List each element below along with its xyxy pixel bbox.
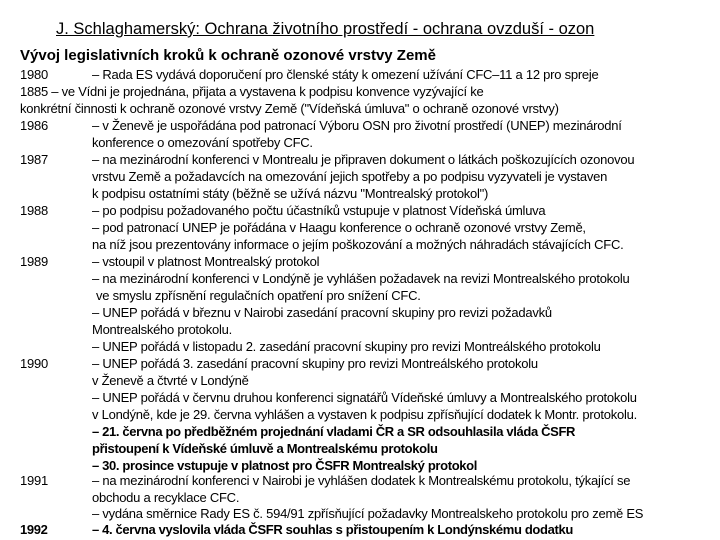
timeline-year: 1990 [20,356,48,371]
timeline-text: vrstvu Země a požadavcích na omezování jejich spotřeby a po podpisu vyzyvateli je vystaven [92,169,608,184]
timeline-year: 1988 [20,203,48,218]
timeline-text: – UNEP pořádá v březnu v Nairobi zasedání pracovní skupiny pro revizi požadavků [92,305,552,320]
timeline-text: obchodu a recyklace CFC. [92,490,240,505]
timeline-year: 1992 [20,522,48,537]
timeline-text: Montrealského protokolu. [92,322,232,337]
timeline-text: v Londýně, kde je 29. června vyhlášen a vystaven k podpisu zpřísňující dodatek k Montr. protokolu. [92,407,637,422]
timeline-text: 1885 – ve Vídni je projednána, přijata a vystavena k podpisu konvence vyzývající ke [20,84,484,99]
timeline-text: – 30. prosince vstupuje v platnost pro ČSFR Montrealský protokol [92,458,478,473]
timeline-text: – UNEP pořádá v listopadu 2. zasedání pracovní skupiny pro revizi Montreálského protokolu [92,339,601,354]
timeline-text: – UNEP pořádá 3. zasedání pracovní skupiny pro revizi Montreálského protokolu [92,356,538,371]
timeline-text: – vydána směrnice Rady ES č. 594/91 zpřísňující požadavky Montrealskeho protokolu pro země ES [92,506,644,521]
timeline-text: – v Ženevě je uspořádána pod patronací Výboru OSN pro životní prostředí (UNEP) mezinárodní [92,118,622,133]
timeline-text: konference o omezování spotřeby CFC. [92,135,313,150]
timeline-text: v Ženevě a čtvrté v Londýně [92,373,249,388]
timeline-text: na níž jsou prezentovány informace o jejím poškozování a možných náhradách stávajících CFC. [92,237,624,252]
timeline-text: – UNEP pořádá v červnu druhou konferenci signatářů Vídeňské úmluvy a Montrealského protokolu [92,390,637,405]
timeline-text: – pod patronací UNEP je pořádána v Haagu konference o ochraně ozonové vrstvy Země, [92,220,586,235]
timeline-text: – 21. června po předběžném projednání vladami ČR a SR odsouhlasila vláda ČSFR [92,424,576,439]
slide-subtitle: Vývoj legislativních kroků k ochraně ozonové vrstvy Země [20,47,436,64]
timeline-text: k podpisu ostatními státy (běžně se užívá názvu "Montrealský protokol") [92,186,489,201]
timeline-year: 1989 [20,254,48,269]
timeline-text: – na mezinárodní konferenci v Nairobi je vyhlášen dodatek k Montrealskému protokolu, týkající se [92,473,631,488]
timeline-text: – po podpisu požadovaného počtu účastníků vstupuje v platnost Vídeňská úmluva [92,203,546,218]
timeline-text: – na mezinárodní konferenci v Londýně je vyhlášen požadavek na revizi Montrealského protokolu [92,271,630,286]
timeline-text: přistoupení k Vídeňské úmluvě a Montrealskému protokolu [92,441,438,456]
timeline-text: – Rada ES vydává doporučení pro členské státy k omezení užívání CFC–11 a 12 pro spreje [92,67,599,82]
timeline-text: – na mezinárodní konferenci v Montrealu je připraven dokument o látkách poškozujících ozonovou [92,152,635,167]
timeline-year: 1987 [20,152,48,167]
timeline-text: – vstoupil v platnost Montrealský protokol [92,254,320,269]
timeline-text: ve smyslu zpřísnění regulačních opatření pro snížení CFC. [96,288,421,303]
slide-title: J. Schlaghamerský: Ochrana životního prostředí - ochrana ovzduší - ozon [56,20,595,38]
timeline-year: 1980 [20,67,48,82]
timeline-text: – 4. června vyslovila vláda ČSFR souhlas s přistoupením k Londýnskému dodatku [92,522,573,537]
timeline-year: 1991 [20,473,48,488]
timeline-year: 1986 [20,118,48,133]
timeline-text: konkrétní činnosti k ochraně ozonové vrstvy Země ("Vídeňská úmluva" o ochraně ozonové vrstvy) [20,101,559,116]
